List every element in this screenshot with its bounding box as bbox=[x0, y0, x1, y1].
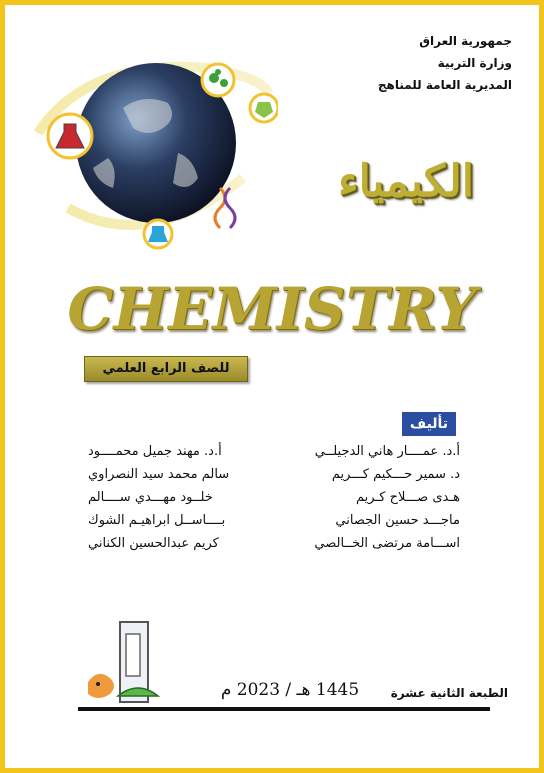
author-name: أ.د. مهند جميل محمــــود bbox=[88, 444, 222, 459]
author-name: د. سمير حـــكيم كـــريم bbox=[331, 467, 460, 482]
author-name: اســـامة مرتضى الخــالصي bbox=[314, 536, 460, 551]
molecule-icon bbox=[202, 64, 234, 96]
crystal-icon bbox=[250, 94, 278, 122]
author-name: هـدى صـــلاح كـريم bbox=[356, 490, 460, 505]
character-head-icon bbox=[88, 674, 114, 698]
author-name: كريم عبدالحسين الكناني bbox=[88, 536, 219, 551]
grade-label: للصف الرابع العلمي bbox=[84, 356, 248, 382]
curriculum-logo bbox=[78, 612, 178, 712]
beaker-icon bbox=[144, 220, 172, 248]
authors-list bbox=[88, 440, 460, 555]
issuing-authority bbox=[312, 30, 512, 96]
globe-illustration bbox=[28, 38, 278, 253]
author-row bbox=[88, 509, 460, 532]
author-row bbox=[88, 440, 460, 463]
authority-line-ministry: وزارة التربية bbox=[437, 56, 512, 70]
footer-rule bbox=[78, 707, 490, 711]
author-name: أ.د. عمــــار هاني الدجيلــي bbox=[314, 444, 460, 459]
title-arabic: الكيمياء bbox=[337, 156, 474, 207]
authority-line-directorate: المديرية العامة للمناهج bbox=[377, 78, 512, 92]
author-row bbox=[88, 486, 460, 509]
flask-icon bbox=[48, 114, 92, 158]
authors-heading: تأليف bbox=[402, 412, 456, 436]
author-row bbox=[88, 463, 460, 486]
title-english: CHEMISTRY bbox=[67, 275, 477, 343]
authority-line-republic: جمهورية العراق bbox=[419, 34, 512, 48]
publication-year: 1445 هـ / 2023 م bbox=[220, 680, 360, 700]
edition-label: الطبعة الثانية عشرة bbox=[390, 686, 508, 700]
author-row bbox=[88, 532, 460, 555]
author-name: سالم محمد سيد النصراوي bbox=[88, 467, 230, 482]
author-name: بــــاســل ابراهيـم الشوك bbox=[88, 513, 226, 528]
author-name: خلــود مهـــدي ســــالم bbox=[88, 490, 213, 505]
author-name: ماجـــد حسين الجصاني bbox=[335, 513, 460, 528]
